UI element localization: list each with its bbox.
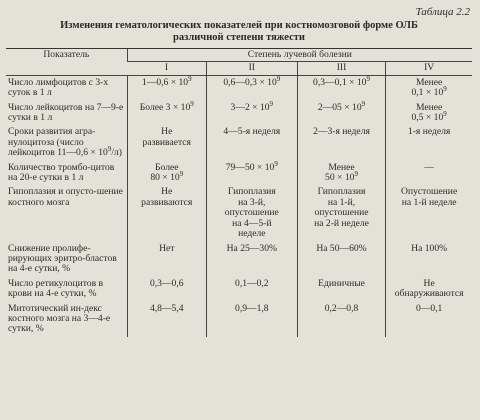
row-value-grade-3: 2—05 × $10^9$ [297, 101, 386, 126]
row-value-grade-2: 4—5-я неделя [206, 125, 297, 160]
table-row [6, 242, 472, 277]
row-parameter: Гипоплазия и опусто-шение костного мозга [8, 186, 123, 208]
row-value-grade-1: Не развивается [127, 125, 206, 160]
header-grade-3: III [297, 62, 386, 75]
row-value-grade-1: 4,8—5,4 [127, 302, 206, 337]
header-parameter: Показатель [6, 49, 127, 76]
row-value-grade-4: 1-я неделя [386, 125, 472, 160]
header-degree: Степень лучевой болезни [127, 49, 472, 62]
row-value-grade-4: Менее $0,5 \times 10^9$ [386, 101, 472, 126]
hematology-table [6, 48, 472, 337]
row-value-grade-1: Более $3 \times 10^9$ [127, 101, 206, 126]
row-value-grade-4: Менее $0,1 \times 10^9$ [386, 75, 472, 100]
header-grade-4: IV [386, 62, 472, 75]
row-value-grade-1: Не развиваются [127, 185, 206, 241]
row-value-grade-2: На 25—30% [206, 242, 297, 277]
table-title-line-1: Изменения гематологических показателей при костномозговой форме ОЛБ [60, 20, 418, 31]
row-value-grade-1: 0,3—0,6 [127, 277, 206, 302]
table-row [6, 185, 472, 241]
row-value-grade-2: 0,9—1,8 [206, 302, 297, 337]
row-value-grade-1: Более $80 \times 10^9$ [127, 161, 206, 186]
table-row [6, 277, 472, 302]
table-row [6, 161, 472, 186]
row-value-grade-2: 3—2 × $10^9$ [206, 101, 297, 126]
table-body [6, 75, 472, 336]
row-parameter: Митотический ин-декс костного мозга на 3—4-е сутки, % [8, 302, 111, 335]
row-parameter: Количество тромбо-цитов на 20-е сутки в 1 л [8, 161, 115, 184]
row-value-grade-4: — [386, 161, 472, 186]
table-row [6, 302, 472, 337]
row-parameter: Число лейкоцитов на 7—9-е сутки в 1 л [8, 101, 124, 124]
row-value-grade-2: 0,6—0,3 × $10^9$ [206, 75, 297, 100]
row-value-grade-3: На 50—60% [297, 242, 386, 277]
row-value-grade-4: 0—0,1 [386, 302, 472, 337]
table-label: Таблица 2.2 [415, 6, 470, 18]
row-value-grade-3: 0,2—0,8 [297, 302, 386, 337]
row-value-grade-4: Опустошение на 1-й неделе [386, 185, 472, 241]
row-value-grade-3: Гипоплазия на 1-й, опустошение на 2-й неделе [297, 185, 386, 241]
table-row [6, 75, 472, 100]
row-value-grade-3: Менее $50 \times 10^9$ [297, 161, 386, 186]
table-title-line-2: различной степени тяжести [173, 32, 305, 43]
row-value-grade-3: Единичные [297, 277, 386, 302]
row-parameter: Сроки развития агра- нулоцитоза (число лейкоцитов 11—0,6 × $10^9/л$) [8, 126, 122, 159]
row-value-grade-3: 0,3—0,1 × $10^9$ [297, 75, 386, 100]
row-value-grade-2: Гипоплазия на 3-й, опустошение на 4—5-й неделе [206, 185, 297, 241]
row-value-grade-4: Не обнаруживаются [386, 277, 472, 302]
table-row [6, 125, 472, 160]
row-parameter: Число лимфоцитов с 3-х суток в 1 л [8, 76, 109, 99]
row-value-grade-1: 1—0,6 × $10^9$ [127, 75, 206, 100]
row-parameter: Число ретикулоцитов в крови на 4-е сутки, % [8, 277, 104, 300]
row-value-grade-4: На 100% [386, 242, 472, 277]
row-value-grade-1: Нет [127, 242, 206, 277]
table-title [6, 20, 472, 44]
table-row [6, 101, 472, 126]
header-grade-2: II [206, 62, 297, 75]
row-value-grade-2: 0,1—0,2 [206, 277, 297, 302]
row-value-grade-3: 2—3-я неделя [297, 125, 386, 160]
header-grade-1: I [127, 62, 206, 75]
row-value-grade-2: 79—50 × $10^9$ [206, 161, 297, 186]
row-parameter: Снижение пролифе-рирующих эритро-бластов на 4-е сутки, % [8, 242, 117, 275]
